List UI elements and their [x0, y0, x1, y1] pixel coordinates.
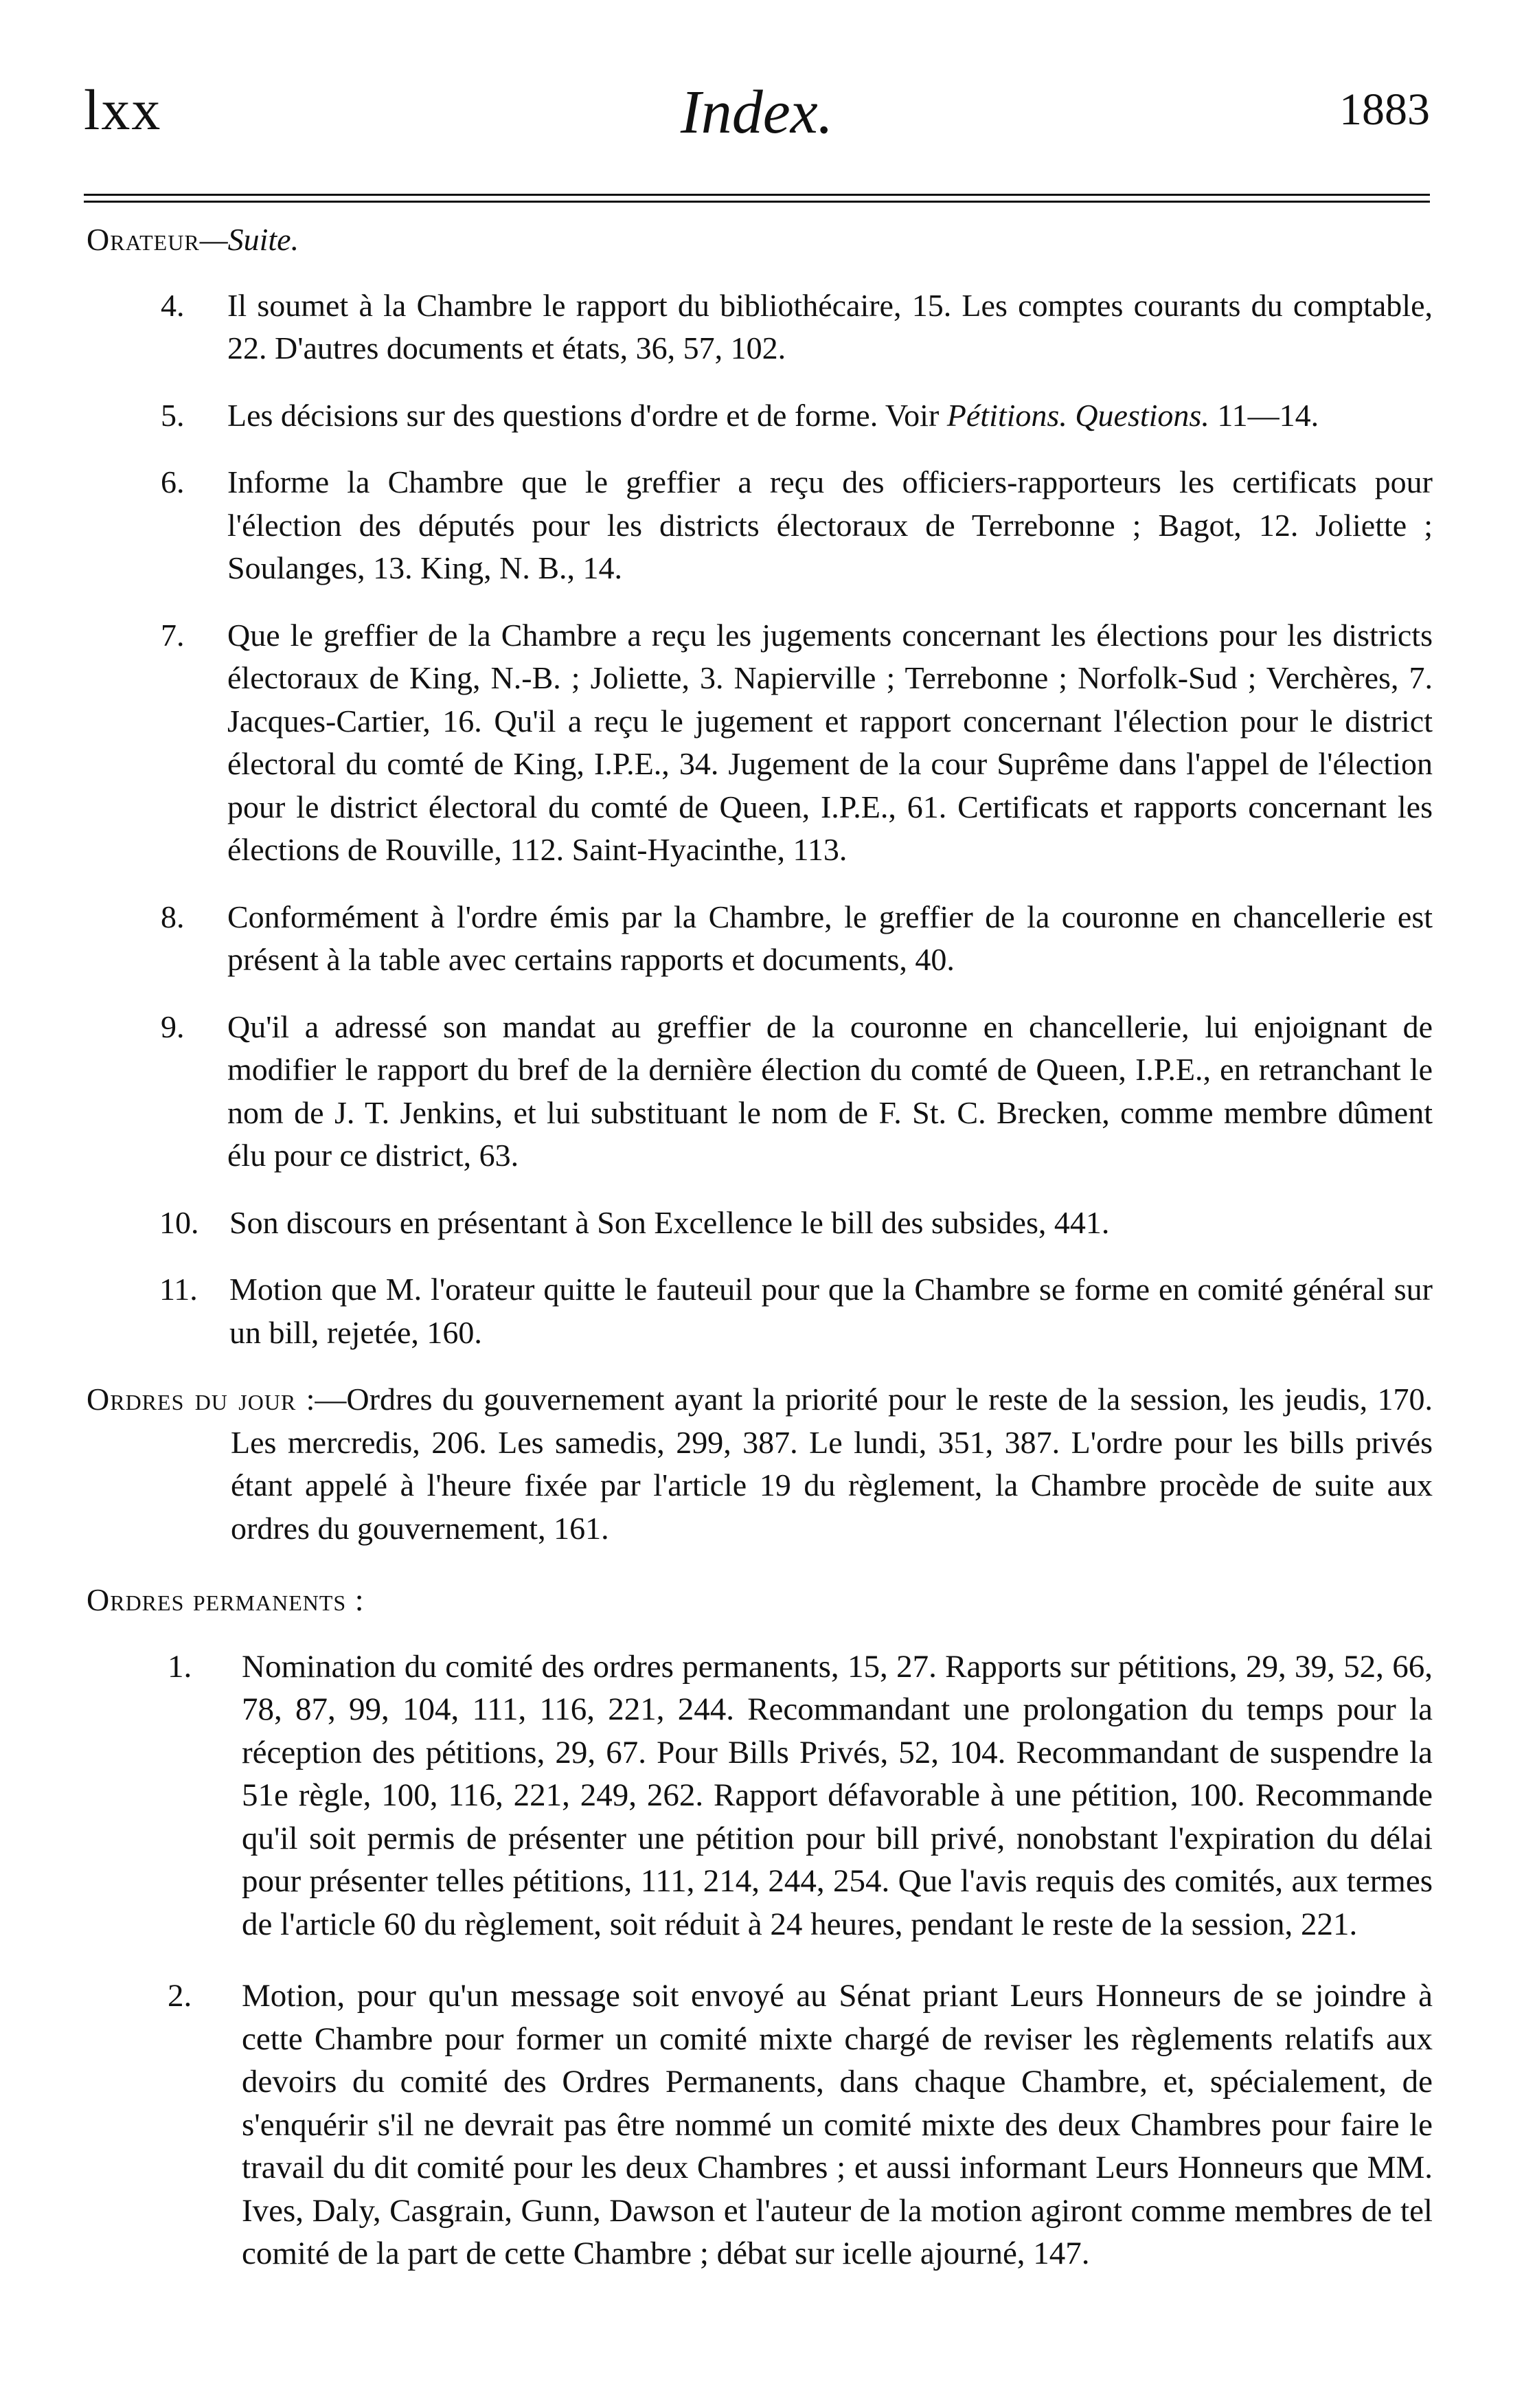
entry-text: Son discours en présentant à Son Excellence le bill des subsides, 441. — [229, 1204, 1110, 1240]
entry-text: Nomination du comité des ordres permanents, 15, 27. Rapports sur pétitions, 29, 39, 52, 66, 78, 87, 99, 104, 111, 116, 221, 244. Recommandant une prolongation du temps pour la réception des pétitions, 29, 67. Pour Bills Privés, 52, 104. Recommandant de suspendre la 51e règle, 100, 116, 221, 249, 262. Rapport défavorable à une pétition, 100. Recommande qu'il soit permis de présenter une pétition pour bill privé, nonobstant l'expiration du délai pour présenter telles pétitions, 111, 214, 244, 254. Que l'avis requis des comités, aux termes de l'article 60 du règlement, soit réduit à 24 heures, pendant le reste de la session, 221. — [242, 1648, 1433, 1942]
entry-number: 7. — [161, 617, 185, 653]
index-entry — [87, 1268, 1433, 1354]
ordres-du-jour-text: :—Ordres du gouvernement ayant la priorité pour le reste de la session, les jeudis, 170. Les mercredis, 206. Les samedis, 299, 387. Le lundi, 351, 387. L'ordre pour les bills privés étant appelé à l'heure fixée par l'article 19 du règlement, la Chambre procède de suite aux ordres du gouvernement, 161. — [231, 1382, 1433, 1546]
index-entry — [87, 614, 1433, 872]
index-entry — [87, 461, 1433, 590]
entry-text: Il soumet à la Chambre le rapport du bibliothécaire, 15. Les comptes courants du comptable, 22. D'autres documents et états, 36, 57, 102. — [227, 287, 1433, 365]
entry-text: Qu'il a adressé son mandat au greffier de la couronne en chancellerie, lui enjoignant de modifier le rapport du bref de la dernière élection du comté de Queen, I.P.E., en retranchant le nom de J. T. Jenkins, et lui substituant le nom de F. St. C. Brecken, comme membre dûment élu pour ce district, 63. — [227, 1009, 1433, 1173]
running-title: Index. — [680, 78, 834, 146]
entry-cross-reference: Pétitions. Questions. — [946, 397, 1209, 433]
entry-number: 5. — [161, 397, 185, 433]
header-rule-bottom — [84, 201, 1430, 203]
entry-text-tail: 11—14. — [1209, 397, 1319, 433]
ordres-permanents-heading: Ordres permanents : — [87, 1582, 365, 1617]
entry-text: Motion, pour qu'un message soit envoyé au Sénat priant Leurs Honneurs de se joindre à cette Chambre pour former un comité mixte chargé de reviser les règlements relatifs aux devoirs du comité des Ordres Permanents, dans chaque Chambre, et, spécialement, de s'enquérir s'il ne devrait pas être nommé un comité mixte des deux Chambres pour faire le travail du dit comité pour les deux Chambres ; et aussi informant Leurs Honneurs que MM. Ives, Daly, Casgrain, Gunn, Dawson et l'auteur de la motion agiront comme membres de tel comité de la part de cette Chambre ; débat sur icelle ajourné, 147. — [242, 1978, 1433, 2271]
entry-number: 10. — [159, 1204, 199, 1240]
entry-number: 4. — [161, 287, 185, 323]
section-suite: —Suite. — [199, 222, 299, 257]
index-entry — [87, 284, 1433, 370]
header-rule-top — [84, 194, 1430, 196]
section-name: Orateur — [87, 222, 200, 257]
ordres-du-jour-entry — [87, 1378, 1433, 1550]
entry-number: 8. — [161, 899, 185, 934]
entry-number: 6. — [161, 464, 185, 499]
entry-number: 1. — [168, 1648, 192, 1685]
entry-text: Informe la Chambre que le greffier a reçu des officiers-rapporteurs les certificats pour l'élection des députés pour les districts électoraux de Terrebonne ; Bagot, 12. Joliette ; Soulanges, 13. King, N. B., 14. — [227, 464, 1433, 585]
entry-text: Les décisions sur des questions d'ordre et de forme. Voir — [227, 397, 947, 433]
index-entry — [87, 1202, 1433, 1245]
index-entry — [87, 394, 1433, 438]
index-entry — [87, 896, 1433, 982]
entry-text: Conformément à l'ordre émis par la Chambre, le greffier de la couronne en chancellerie est présent à la table avec certains rapports et documents, 40. — [227, 899, 1433, 977]
section-heading — [87, 218, 1433, 262]
ordres-du-jour-heading: Ordres du jour — [87, 1382, 297, 1417]
index-entry — [87, 1645, 1433, 1946]
entry-text: Motion que M. l'orateur quitte le fauteuil pour que la Chambre se forme en comité général sur un bill, rejetée, 160. — [229, 1272, 1433, 1350]
entry-number: 9. — [161, 1009, 185, 1044]
index-entry — [87, 1974, 1433, 2275]
page-year: 1883 — [1339, 85, 1430, 135]
entry-number: 2. — [168, 1978, 192, 2014]
index-body — [87, 218, 1433, 2304]
entry-text: Que le greffier de la Chambre a reçu les jugements concernant les élections pour les districts électoraux de King, N.-B. ; Joliette, 3. Napierville ; Terrebonne ; Norfolk-Sud ; Verchères, 7. Jacques-Cartier, 16. Qu'il a reçu le jugement et rapport concernant l'élection pour le district électoral du comté de King, I.P.E., 34. Jugement de la cour Suprême dans l'appel de l'élection pour le district électoral du comté de Queen, I.P.E., 61. Certificats et rapports concernant les élections de Rouville, 112. Saint-Hyacinthe, 113. — [227, 617, 1433, 867]
page-header — [84, 63, 1430, 146]
index-entry — [87, 1006, 1433, 1178]
entry-number: 11. — [159, 1272, 198, 1307]
page-number: lxx — [84, 78, 162, 142]
